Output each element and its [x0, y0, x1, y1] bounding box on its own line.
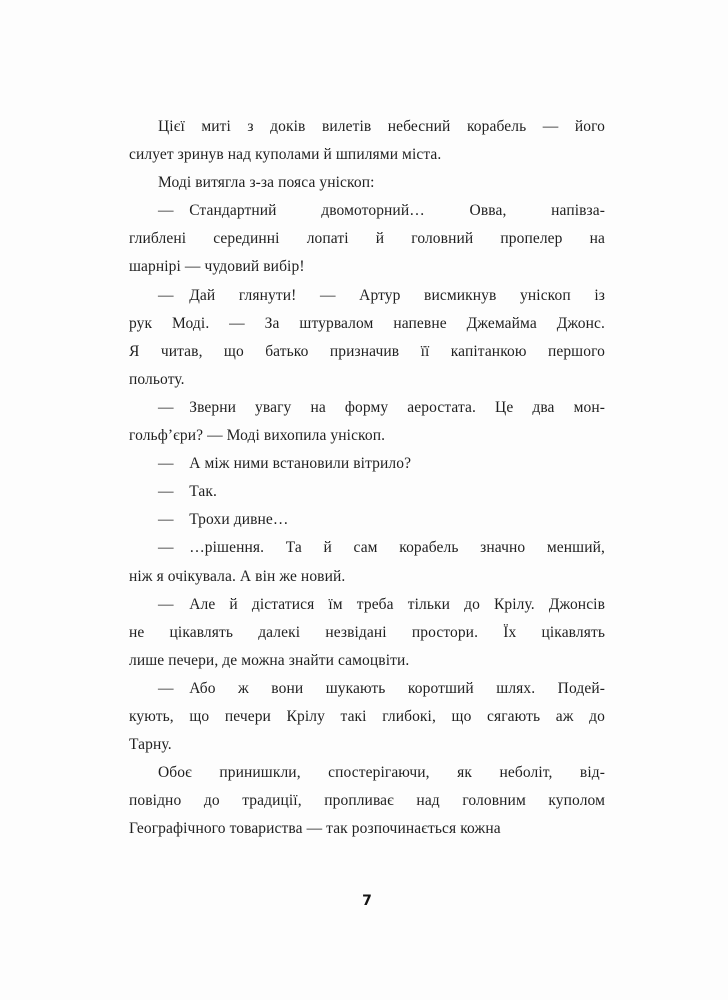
text-line: Тарну. [129, 736, 172, 754]
text-line: Обоє принишкли, спостерігаючи, як неболіт, від- [158, 764, 605, 782]
text-line: Моді витягла з-за пояса уніскоп: [158, 174, 375, 192]
paragraph [129, 450, 605, 478]
text-line: — Стандартний двомоторний… Овва, напівза- [158, 202, 605, 220]
text-line: — А між ними встановили вітрило? [158, 455, 412, 473]
text-line: — Трохи дивне… [158, 511, 289, 529]
text-line: — Але й дістатися їм треба тільки до Крілу. Джонсів [158, 595, 605, 613]
paragraph [129, 675, 605, 759]
page-number: 7 [362, 893, 372, 909]
text-line: силует зринув над куполами й шпилями міста. [129, 146, 442, 164]
text-line: лише печери, де можна знайти самоцвіти. [129, 651, 410, 669]
text-line: — Так. [158, 483, 217, 501]
paragraph [129, 282, 605, 394]
paragraph [129, 478, 605, 506]
text-line: — Або ж вони шукають коротший шлях. Подей- [158, 679, 605, 697]
paragraph [129, 394, 605, 450]
paragraph [129, 506, 605, 534]
text-line: Я читав, що батько призначив її капітанкою першого [129, 342, 605, 360]
text-line: ніж я очікувала. А він же новий. [129, 567, 346, 585]
paragraph [129, 169, 605, 197]
paragraph [129, 759, 605, 843]
text-line: польоту. [129, 370, 185, 388]
paragraph [129, 591, 605, 675]
body-text [129, 113, 605, 843]
paragraph [129, 534, 605, 590]
text-line: не цікавлять далекі незвідані простори. Їх цікавлять [129, 623, 605, 641]
paragraph [129, 113, 605, 169]
text-line: гольф’єри? — Моді вихопила уніскоп. [129, 427, 386, 445]
text-line: — Дай глянути! — Артур висмикнув уніскоп із [158, 286, 605, 304]
text-line: — Зверни увагу на форму аеростата. Це два мон- [158, 398, 605, 416]
text-line: глиблені серединні лопаті й головний пропелер на [129, 230, 605, 248]
text-line: — …рішення. Та й сам корабель значно менший, [158, 539, 605, 557]
text-line: шарнірі — чудовий вибір! [129, 258, 305, 276]
text-line: Цієї миті з доків вилетів небесний корабель — його [158, 118, 605, 135]
text-line: кують, що печери Крілу такі глибокі, що сягають аж до [129, 707, 605, 725]
text-line: рук Моді. — За штурвалом напевне Джемайма Джонс. [129, 314, 605, 332]
text-line: Географічного товариства — так розпочинається кожна [129, 820, 501, 838]
paragraph [129, 197, 605, 281]
text-line: повідно до традиції, пропливає над головним куполом [129, 792, 605, 810]
